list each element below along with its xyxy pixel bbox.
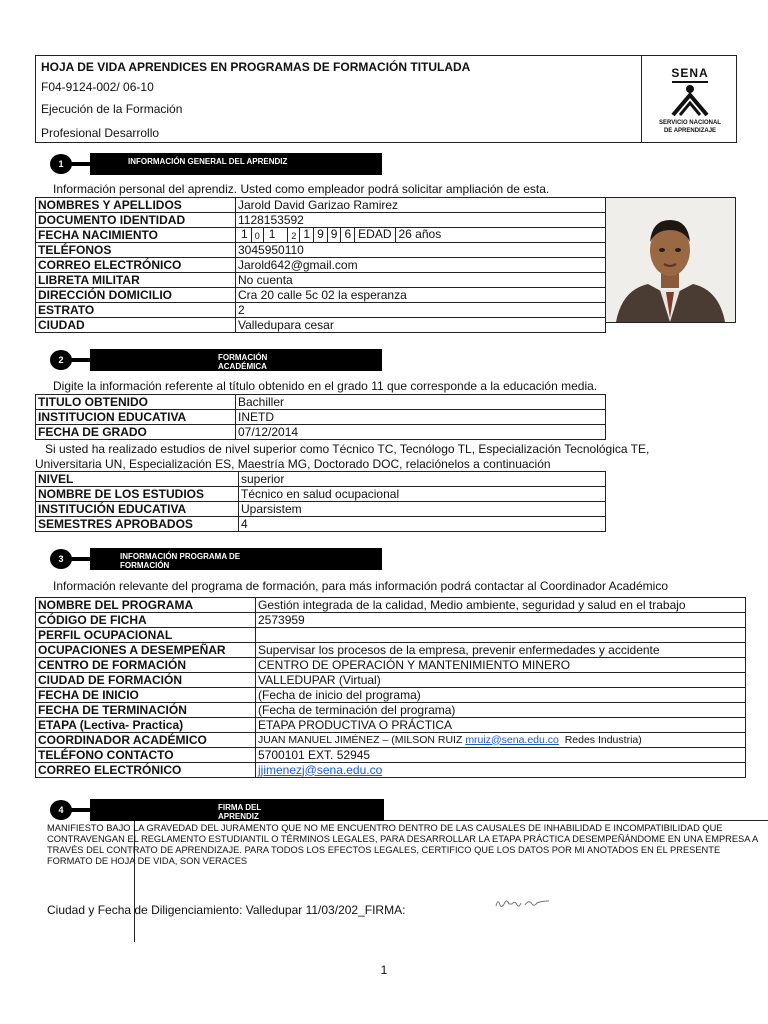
section-number: 1	[50, 154, 72, 174]
field-label: FECHA DE GRADO	[36, 425, 236, 440]
section-title: INFORMACIÓN GENERAL DEL APRENDIZ	[90, 153, 382, 175]
section-2-note-2b: Universitaria UN, Especialización ES, Maestría MG, Doctorado DOC, relaciónelos a continuación	[35, 457, 551, 471]
table-row	[36, 502, 606, 517]
table-row	[36, 718, 746, 733]
field-label: DOCUMENTO IDENTIDAD	[36, 213, 236, 228]
day-digit-1: 1	[236, 228, 252, 242]
programa-value: Gestión integrada de la calidad, Medio ambiente, seguridad y salud en el trabajo	[256, 598, 746, 613]
field-label: DIRECCIÓN DOMICILIO	[36, 288, 236, 303]
table-row	[36, 228, 606, 243]
ciudad-value: Valledupara cesar	[236, 318, 606, 333]
coordinador-value	[256, 733, 746, 748]
nivel-value: superior	[239, 472, 606, 487]
field-label: FECHA DE TERMINACIÓN	[36, 703, 256, 718]
logo-figure-icon	[670, 84, 710, 116]
field-label: TELÉFONOS	[36, 243, 236, 258]
semestres-value: 4	[239, 517, 606, 532]
section-number: 3	[50, 549, 72, 569]
section-number: 4	[50, 800, 72, 820]
table-row	[36, 673, 746, 688]
table-row	[36, 613, 746, 628]
higher-studies-table	[35, 471, 606, 532]
coordinador-suffix: Redes Industria)	[558, 733, 642, 746]
table-row	[36, 733, 746, 748]
section-4-header	[50, 799, 384, 821]
field-label: PERFIL OCUPACIONAL	[36, 628, 256, 643]
connector	[70, 358, 92, 362]
personal-info-table	[35, 197, 606, 333]
table-row	[36, 318, 606, 333]
field-label: CIUDAD	[36, 318, 236, 333]
field-label: CENTRO DE FORMACIÓN	[36, 658, 256, 673]
section-title: INFORMACIÓN PROGRAMA DE FORMACIÓN	[90, 548, 382, 570]
signature-scribble-icon	[494, 896, 554, 912]
table-row	[36, 243, 606, 258]
logo-sub-2: DE APRENDIZAJE	[663, 128, 717, 134]
coordinador-email-link[interactable]: mruiz@sena.edu.co	[465, 733, 559, 746]
edad-value: 26 años	[398, 227, 442, 241]
table-row	[36, 628, 746, 643]
field-label: INSTITUCIÓN EDUCATIVA	[36, 502, 239, 517]
field-label: CORREO ELECTRÓNICO	[36, 763, 256, 778]
month-digit-1: 1	[264, 228, 289, 242]
table-row	[36, 213, 606, 228]
page-number: 1	[380, 963, 388, 977]
section-2-header	[50, 349, 382, 371]
field-label: NOMBRE DE LOS ESTUDIOS	[36, 487, 239, 502]
table-row	[36, 303, 606, 318]
libreta-value: No cuenta	[236, 273, 606, 288]
field-label: ETAPA (Lectiva- Practica)	[36, 718, 256, 733]
field-label: NIVEL	[36, 472, 239, 487]
section-1-note: Información personal del aprendiz. Usted como empleador podrá solicitar ampliación de esta.	[53, 182, 550, 196]
section-1-header	[50, 153, 382, 175]
table-row	[36, 472, 606, 487]
field-label: FECHA NACIMIENTO	[36, 228, 236, 243]
edad-label: EDAD	[355, 228, 395, 242]
perfil-value	[256, 628, 746, 643]
table-row	[36, 410, 606, 425]
telefonos-value: 3045950110	[236, 243, 606, 258]
legal-declaration: MANIFIESTO BAJO LA GRAVEDAD DEL JURAMENTO QUE NO ME ENCUENTRO DENTRO DE LAS CAUSALES DE INHABILIDAD E INCOMPATIBILIDAD QUE CONTRAVENGAN EL REGLAMENTO ESTUDIANTIL O TÉRMINOS LEGALES, PARA DESARROLLAR LA ETAPA PRÁCTICA DESEMPEÑÁNDOME EN UNA EMPRESA A TRAVÉS DEL CONTRATO DE APRENDIZAJE. PARA TODOS LOS EFECTOS LEGALES, CERTIFICO QUE LOS DATOS POR MI ANOTADOS EN EL PRESENTE FORMATO DE HOJA DE VIDA, SON VERACES	[47, 823, 758, 866]
table-row	[36, 288, 606, 303]
form-title: HOJA DE VIDA APRENDICES EN PROGRAMAS DE FORMACIÓN TITULADA	[41, 60, 471, 74]
field-label: NOMBRES Y APELLIDOS	[36, 198, 236, 213]
section-2-note-2a: Si usted ha realizado estudios de nivel superior como Técnico TC, Tecnólogo TL, Especialización Tecnológica TE,	[45, 442, 650, 456]
fecha-terminacion-value: (Fecha de terminación del programa)	[256, 703, 746, 718]
ficha-value: 2573959	[256, 613, 746, 628]
coordinador-name: JUAN MANUEL JIMÉNEZ – (MILSON RUIZ	[258, 733, 466, 746]
centro-value: CENTRO DE OPERACIÓN Y MANTENIMIENTO MINERO	[256, 658, 746, 673]
year-digit-3: 9	[328, 228, 342, 242]
estudios-value: Técnico en salud ocupacional	[239, 487, 606, 502]
nombres-value: Jarold David Garizao Ramirez	[236, 198, 606, 213]
table-row	[36, 763, 746, 778]
day-digit-2: 0	[252, 228, 264, 242]
table-row	[36, 643, 746, 658]
section-3-header	[50, 548, 382, 570]
field-label: COORDINADOR ACADÉMICO	[36, 733, 256, 748]
person-photo-icon	[606, 198, 735, 322]
connector	[70, 162, 92, 166]
table-row	[36, 658, 746, 673]
correo-value: Jarold642@gmail.com	[236, 258, 606, 273]
field-label: LIBRETA MILITAR	[36, 273, 236, 288]
applicant-photo	[605, 197, 736, 323]
telefono-contacto-value: 5700101 EXT. 52945	[256, 748, 746, 763]
form-process: Ejecución de la Formación	[41, 102, 183, 116]
form-code: F04-9124-002/ 06-10	[41, 80, 154, 94]
fecha-inicio-value: (Fecha de inicio del programa)	[256, 688, 746, 703]
section-title: FIRMA DEL APRENDIZ	[90, 799, 384, 821]
table-row	[36, 487, 606, 502]
correo-contacto-value	[256, 763, 746, 778]
academic-table	[35, 394, 606, 440]
etapa-value: ETAPA PRODUCTIVA O PRÁCTICA	[256, 718, 746, 733]
fecha-nacimiento-value	[236, 228, 606, 243]
table-row	[36, 198, 606, 213]
table-row	[36, 517, 606, 532]
field-label: FECHA DE INICIO	[36, 688, 256, 703]
year-digit-4: 6	[341, 228, 355, 242]
connector	[70, 557, 92, 561]
form-header	[35, 55, 737, 143]
date-grid	[236, 228, 605, 242]
month-digit-2: 2	[288, 228, 300, 242]
field-label: ESTRATO	[36, 303, 236, 318]
section-2-note: Digite la información referente al título obtenido en el grado 11 que corresponde a la educación media.	[53, 379, 598, 393]
table-row	[36, 273, 606, 288]
ciudad-formacion-value: VALLEDUPAR (Virtual)	[256, 673, 746, 688]
field-label: TELÉFONO CONTACTO	[36, 748, 256, 763]
table-row	[36, 688, 746, 703]
logo-word: SENA	[671, 66, 709, 80]
field-label: NOMBRE DEL PROGRAMA	[36, 598, 256, 613]
table-row	[36, 395, 606, 410]
ocupaciones-value: Supervisar los procesos de la empresa, prevenir enfermedades y accidente	[256, 643, 746, 658]
ciudad-fecha-firma: Ciudad y Fecha de Diligenciamiento: Valledupar 11/03/202_FIRMA:	[47, 903, 406, 917]
connector	[70, 808, 92, 812]
field-label: TITULO OBTENIDO	[36, 395, 236, 410]
section-title: FORMACIÓN ACADÉMICA	[90, 349, 382, 371]
section-number: 2	[50, 350, 72, 370]
logo-divider	[672, 81, 708, 83]
contact-email-link[interactable]: jjimenezj@sena.edu.co	[258, 762, 383, 777]
logo-sub-1: SERVICIO NACIONAL	[659, 120, 721, 126]
table-row	[36, 703, 746, 718]
section-3-note: Información relevante del programa de formación, para más información podrá contactar al Coordinador Académico	[53, 579, 668, 593]
documento-value: 1128153592	[236, 213, 606, 228]
estrato-value: 2	[236, 303, 606, 318]
field-label: CORREO ELECTRÓNICO	[36, 258, 236, 273]
institucion2-value: Uparsistem	[239, 502, 606, 517]
table-row	[36, 598, 746, 613]
table-row	[36, 748, 746, 763]
fecha-grado-value: 07/12/2014	[236, 425, 606, 440]
field-label: CIUDAD DE FORMACIÓN	[36, 673, 256, 688]
table-row	[36, 258, 606, 273]
year-digit-2: 9	[314, 228, 328, 242]
table-row	[36, 425, 606, 440]
form-area: Profesional Desarrollo	[41, 126, 160, 140]
institucion-value: INETD	[236, 410, 606, 425]
program-info-table	[35, 597, 746, 778]
field-label: SEMESTRES APROBADOS	[36, 517, 239, 532]
year-digit-1: 1	[300, 228, 314, 242]
field-label: INSTITUCION EDUCATIVA	[36, 410, 236, 425]
sena-logo	[641, 56, 737, 142]
direccion-value: Cra 20 calle 5c 02 la esperanza	[236, 288, 606, 303]
titulo-value: Bachiller	[236, 395, 606, 410]
field-label: OCUPACIONES A DESEMPEÑAR	[36, 643, 256, 658]
field-label: CÓDIGO DE FICHA	[36, 613, 256, 628]
